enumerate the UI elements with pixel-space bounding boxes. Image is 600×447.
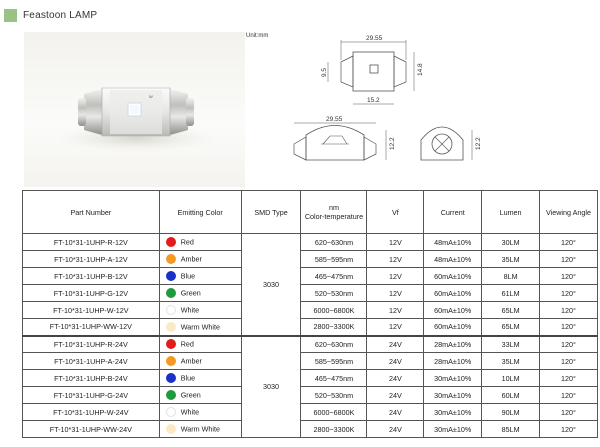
emitting-color-cell xyxy=(159,353,241,370)
table-header-row xyxy=(23,191,598,234)
wavelength-cell: 520~530nm xyxy=(301,285,367,302)
dim-dia-small: 9.5 xyxy=(321,67,328,77)
dim-dia-large: 14.8 xyxy=(417,63,424,76)
color-dot-icon xyxy=(166,339,176,349)
current-cell: 60mA±10% xyxy=(424,302,482,319)
wavelength-cell: 465~475nm xyxy=(301,268,367,285)
current-cell: 60mA±10% xyxy=(424,319,482,336)
vf-cell: 12V xyxy=(367,302,424,319)
col-nm-line2: Color-temperature xyxy=(304,212,364,221)
dim-length-top: 29.55 xyxy=(366,35,383,42)
lumen-cell: 30LM xyxy=(482,234,540,251)
emitting-color-cell xyxy=(159,421,241,438)
vf-cell: 24V xyxy=(367,387,424,404)
lumen-cell: 8LM xyxy=(482,268,540,285)
current-cell: 48mA±10% xyxy=(424,234,482,251)
table-row xyxy=(23,370,598,387)
viewing-angle-cell: 120° xyxy=(539,319,597,336)
viewing-angle-cell: 120° xyxy=(539,353,597,370)
part-number-cell: FT-10*31-1UHP-W-12V xyxy=(23,302,160,319)
viewing-angle-cell: 120° xyxy=(539,421,597,438)
color-label: Green xyxy=(180,390,201,400)
vf-cell: 12V xyxy=(367,285,424,302)
current-cell: 60mA±10% xyxy=(424,268,482,285)
wavelength-cell: 2800~3300K xyxy=(301,319,367,336)
page-title: Feastoon LAMP xyxy=(23,9,98,21)
current-cell: 48mA±10% xyxy=(424,251,482,268)
vf-cell: 12V xyxy=(367,268,424,285)
table-row xyxy=(23,285,598,302)
lumen-cell: 35LM xyxy=(482,353,540,370)
wavelength-cell: 2800~3300K xyxy=(301,421,367,438)
current-cell: 60mA±10% xyxy=(424,285,482,302)
current-cell: 28mA±10% xyxy=(424,336,482,353)
color-label: Blue xyxy=(180,271,196,281)
viewing-angle-cell: 120° xyxy=(539,251,597,268)
part-number-cell: FT-10*31-1UHP-A-12V xyxy=(23,251,160,268)
part-number-cell: FT-10*31-1UHP-R-12V xyxy=(23,234,160,251)
lumen-cell: 85LM xyxy=(482,421,540,438)
emitting-color-cell xyxy=(159,336,241,353)
current-cell: 30mA±10% xyxy=(424,370,482,387)
color-label: Warm White xyxy=(180,424,220,434)
lumen-cell: 10LM xyxy=(482,370,540,387)
col-lumen: Lumen xyxy=(482,191,540,234)
emitting-color-cell xyxy=(159,251,241,268)
col-smd-type: SMD Type xyxy=(241,191,301,234)
viewing-angle-cell: 120° xyxy=(539,302,597,319)
lumen-cell: 60LM xyxy=(482,387,540,404)
color-label: White xyxy=(180,407,200,417)
emitting-color-cell xyxy=(159,404,241,421)
color-dot-icon xyxy=(166,373,176,383)
col-emitting-color: Emitting Color xyxy=(159,191,241,234)
emitting-color-cell xyxy=(159,268,241,285)
part-number-cell: FT-10*31-1UHP-G-12V xyxy=(23,285,160,302)
col-vf: Vf xyxy=(367,191,424,234)
part-number-cell: FT-10*31-1UHP-W-24V xyxy=(23,404,160,421)
dim-length-side: 29.55 xyxy=(326,116,343,123)
lumen-cell: 65LM xyxy=(482,302,540,319)
color-label: Warm White xyxy=(180,322,220,332)
col-nm xyxy=(301,191,367,234)
color-dot-icon xyxy=(166,424,176,434)
vf-cell: 24V xyxy=(367,421,424,438)
color-dot-icon xyxy=(166,390,176,400)
emitting-color-cell xyxy=(159,370,241,387)
emitting-color-cell xyxy=(159,285,241,302)
viewing-angle-cell: 120° xyxy=(539,234,597,251)
color-label: Red xyxy=(180,339,194,349)
vf-cell: 12V xyxy=(367,234,424,251)
header-square-icon xyxy=(4,9,17,22)
section-header xyxy=(4,7,97,23)
color-dot-icon xyxy=(166,407,176,417)
vf-cell: 24V xyxy=(367,404,424,421)
lumen-cell: 61LM xyxy=(482,285,540,302)
vf-cell: 24V xyxy=(367,353,424,370)
color-label: White xyxy=(180,305,200,315)
viewing-angle-cell: 120° xyxy=(539,387,597,404)
lumen-cell: 33LM xyxy=(482,336,540,353)
product-photo xyxy=(24,32,245,187)
table-row xyxy=(23,234,598,251)
emitting-color-cell xyxy=(159,387,241,404)
color-dot-icon xyxy=(166,288,176,298)
current-cell: 28mA±10% xyxy=(424,353,482,370)
lumen-cell: 90LM xyxy=(482,404,540,421)
table-row xyxy=(23,268,598,285)
smd-type-cell: 3030 xyxy=(241,234,301,336)
part-number-cell: FT-10*31-1UHP-R-24V xyxy=(23,336,160,353)
dim-height-side: 12.2 xyxy=(389,137,396,150)
color-dot-icon xyxy=(166,356,176,366)
emitting-color-cell xyxy=(159,319,241,336)
wavelength-cell: 620~630nm xyxy=(301,336,367,353)
col-viewing-angle: Viewing Angle xyxy=(539,191,597,234)
vf-cell: 12V xyxy=(367,319,424,336)
color-dot-icon xyxy=(166,271,176,281)
part-number-cell: FT-10*31-1UHP-G-24V xyxy=(23,387,160,404)
viewing-angle-cell: 120° xyxy=(539,285,597,302)
lumen-cell: 65LM xyxy=(482,319,540,336)
table-row xyxy=(23,404,598,421)
wavelength-cell: 465~475nm xyxy=(301,370,367,387)
emitting-color-cell xyxy=(159,234,241,251)
table-row xyxy=(23,353,598,370)
color-label: Blue xyxy=(180,373,196,383)
color-dot-icon xyxy=(166,305,176,315)
current-cell: 30mA±10% xyxy=(424,421,482,438)
part-number-cell: FT-10*31-1UHP-A-24V xyxy=(23,353,160,370)
color-dot-icon xyxy=(166,254,176,264)
wavelength-cell: 585~595nm xyxy=(301,353,367,370)
wavelength-cell: 6000~6800K xyxy=(301,404,367,421)
table-row xyxy=(23,387,598,404)
lumen-cell: 35LM xyxy=(482,251,540,268)
vf-cell: 24V xyxy=(367,370,424,387)
wavelength-cell: 585~595nm xyxy=(301,251,367,268)
viewing-angle-cell: 120° xyxy=(539,268,597,285)
vf-cell: 24V xyxy=(367,336,424,353)
dim-height-end: 12.2 xyxy=(475,137,482,150)
col-current: Current xyxy=(424,191,482,234)
viewing-angle-cell: 120° xyxy=(539,336,597,353)
table-row xyxy=(23,319,598,336)
svg-text:W: W xyxy=(149,94,153,99)
viewing-angle-cell: 120° xyxy=(539,370,597,387)
part-number-cell: FT-10*31-1UHP-B-12V xyxy=(23,268,160,285)
vf-cell: 12V xyxy=(367,251,424,268)
dimension-drawing xyxy=(246,32,598,187)
table-row xyxy=(23,336,598,353)
current-cell: 30mA±10% xyxy=(424,387,482,404)
viewing-angle-cell: 120° xyxy=(539,404,597,421)
color-label: Amber xyxy=(180,254,202,264)
color-label: Amber xyxy=(180,356,202,366)
color-dot-icon xyxy=(166,322,176,332)
color-label: Red xyxy=(180,237,194,247)
part-number-cell: FT-10*31-1UHP-WW-12V xyxy=(23,319,160,336)
part-number-cell: FT-10*31-1UHP-B-24V xyxy=(23,370,160,387)
smd-type-cell: 3030 xyxy=(241,336,301,438)
table-row xyxy=(23,302,598,319)
current-cell: 30mA±10% xyxy=(424,404,482,421)
wavelength-cell: 620~630nm xyxy=(301,234,367,251)
dim-body: 15.2 xyxy=(367,97,380,104)
spec-table xyxy=(22,190,598,438)
color-dot-icon xyxy=(166,237,176,247)
table-row xyxy=(23,421,598,438)
col-nm-line1: nm xyxy=(328,203,339,212)
part-number-cell: FT-10*31-1UHP-WW-24V xyxy=(23,421,160,438)
wavelength-cell: 520~530nm xyxy=(301,387,367,404)
unit-label: Unit:mm xyxy=(246,33,269,39)
table-row xyxy=(23,251,598,268)
color-label: Green xyxy=(180,288,201,298)
col-part-number: Part Number xyxy=(23,191,160,234)
emitting-color-cell xyxy=(159,302,241,319)
wavelength-cell: 6000~6800K xyxy=(301,302,367,319)
